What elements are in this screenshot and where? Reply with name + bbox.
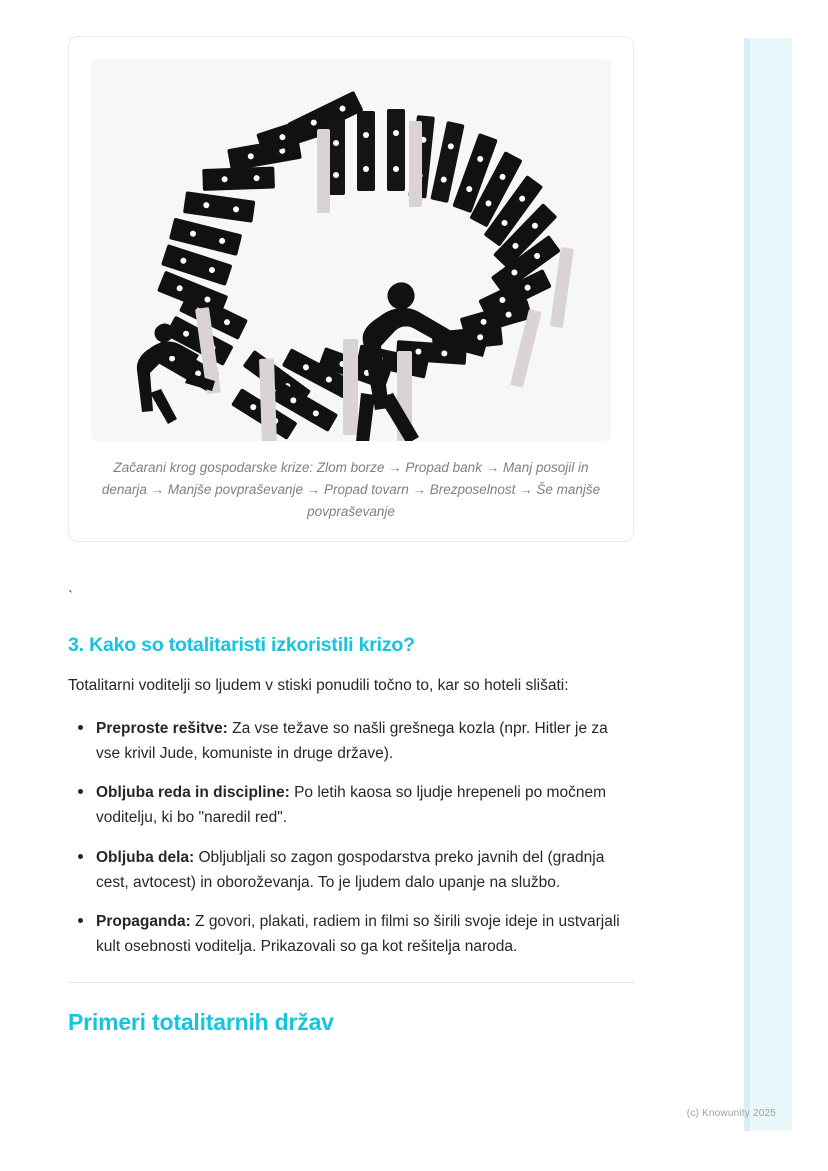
list-item-lead: Preproste rešitve: [96,719,228,737]
stray-backtick-text: ` [68,587,73,605]
document-content [68,36,634,1036]
list-item-text: Obljubljali so zagon gospodarstva preko javnih del (gradnja cest, avtocest) in oboroževanja. To je ljudem dalo upanje na službo. [96,848,605,891]
figure-caption: Začarani krog gospodarske krize: Zlom borze → Propad bank → Manj posojil in denarja → Manjše povpraševanje → Propad tovarn → Brezposelnost → Še manjše povpraševanje [101,460,601,519]
figure-card [68,36,634,542]
section-heading-3: 3. Kako so totalitaristi izkoristili krizo? [68,633,415,656]
list-item-text: Za vse težave so našli grešnega kozla (npr. Hitler je za vse krivil Jude, komuniste in druge države). [96,719,608,762]
final-section-block [68,1009,634,1036]
list-item-lead: Propaganda: [96,913,191,931]
list-item-text: Po letih kaosa so ljudje hrepeneli po močnem voditelju, ki bo "naredil red". [96,784,606,827]
list-item [94,780,634,831]
list-item-lead: Obljuba dela: [96,848,195,866]
final-section-heading: Primeri totalitarnih držav [68,1008,334,1035]
copyright-footer: (c) Knowunity 2025 [686,1108,776,1119]
list-item-lead: Obljuba reda in discipline: [96,784,290,802]
section-intro-paragraph: Totalitarni voditelji so ljudem v stiski ponudili točno to, kar so hoteli slišati: [68,676,569,694]
list-item [94,845,634,896]
domino-circle-illustration [91,59,611,441]
list-item [94,909,634,960]
section-divider [68,982,634,983]
list-item [94,716,634,767]
list-item-text: Z govori, plakati, radiem in filmi so širili svoje ideje in ustvarjali kult osebnosti voditelja. Prikazovali so ga kot rešitelja naroda. [96,913,620,956]
right-edge-strip-outer [750,38,792,1131]
totalitarian-tactics-list [68,716,634,960]
